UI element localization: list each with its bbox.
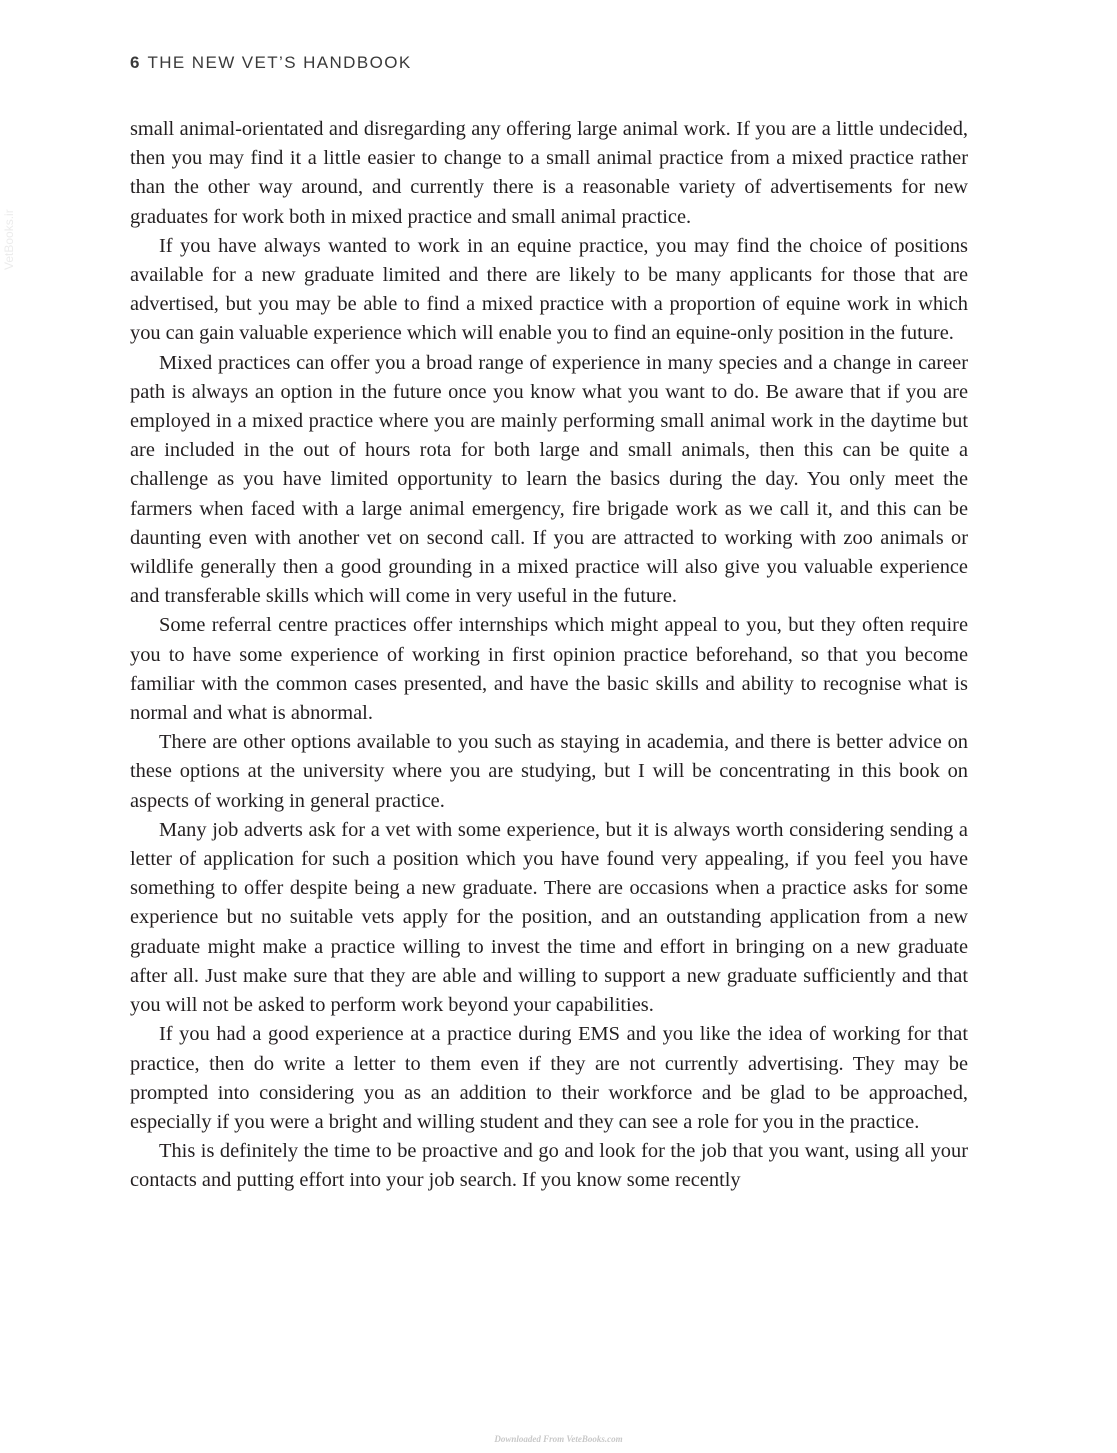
paragraph: There are other options available to you such as staying in academia, and there is better advice on these options at the university where you are studying, but I will be concentrating in this book on aspects of working in general practice. (130, 731, 968, 812)
paragraph: small animal-orientated and disregarding any offering large animal work. If you are a little undecided, then you may find it a little easier to change to a small animal practice from a mixed practice rather than the other way around, and currently there is a reasonable variety of advertisements for new graduates for work both in mixed practice and small animal practice. (130, 118, 968, 228)
running-head (130, 53, 412, 73)
paragraph: This is definitely the time to be proactive and go and look for the job that you want, using all your contacts and putting effort into your job search. If you know some recently (130, 1140, 968, 1192)
body-text (130, 115, 968, 1196)
footer-watermark: Downloaded From VeteBooks.com (494, 1434, 623, 1444)
book-title: THE NEW VET’S HANDBOOK (147, 53, 412, 72)
paragraph: Some referral centre practices offer internships which might appeal to you, but they often require you to have some experience of working in first opinion practice beforehand, so that you become familiar with the common cases presented, and have the basic skills and ability to recognise what is normal and what is abnormal. (130, 614, 968, 725)
page-number: 6 (130, 53, 140, 72)
paragraph: Many job adverts ask for a vet with some experience, but it is always worth considering sending a letter of application for such a position which you have found very appealing, if you feel you have something to offer despite being a new graduate. There are occasions when a practice asks for some experience but no suitable vets apply for the position, and an outstanding application from a new graduate might make a practice willing to invest the time and effort in bringing on a new graduate after all. Just make sure that they are able and willing to support a new graduate sufficiently and that you will not be asked to perform work beyond your capabilities. (130, 818, 968, 1017)
side-watermark: VetBooks.ir (2, 209, 16, 270)
paragraph: Mixed practices can offer you a broad range of experience in many species and a change in career path is always an option in the future once you know what you want to do. Be aware that if you are employed in a mixed practice where you are mainly performing small animal work in the daytime but are included in the out of hours rota for both large and small animals, then this can be quite a challenge as you have limited opportunity to learn the basics during the day. You only meet the farmers when faced with a large animal emergency, fire brigade work as we call it, and this can be daunting even with another vet on second call. If you are attracted to working with zoo animals or wildlife generally then a good grounding in a mixed practice will also give you valuable experience and transferable skills which will come in very useful in the future. (130, 351, 968, 608)
paragraph: If you have always wanted to work in an equine practice, you may find the choice of positions available for a new graduate limited and there are likely to be many applicants for those that are advertised, but you may be able to find a mixed practice with a proportion of equine work in which you can gain valuable experience which will enable you to find an equine-only position in the future. (130, 234, 968, 345)
paragraph: If you had a good experience at a practice during EMS and you like the idea of working for that practice, then do write a letter to them even if they are not currently advertising. They may be prompted into considering you as an addition to their workforce and be glad to be approached, especially if you were a bright and willing student and they can see a role for you in the practice. (130, 1023, 968, 1133)
